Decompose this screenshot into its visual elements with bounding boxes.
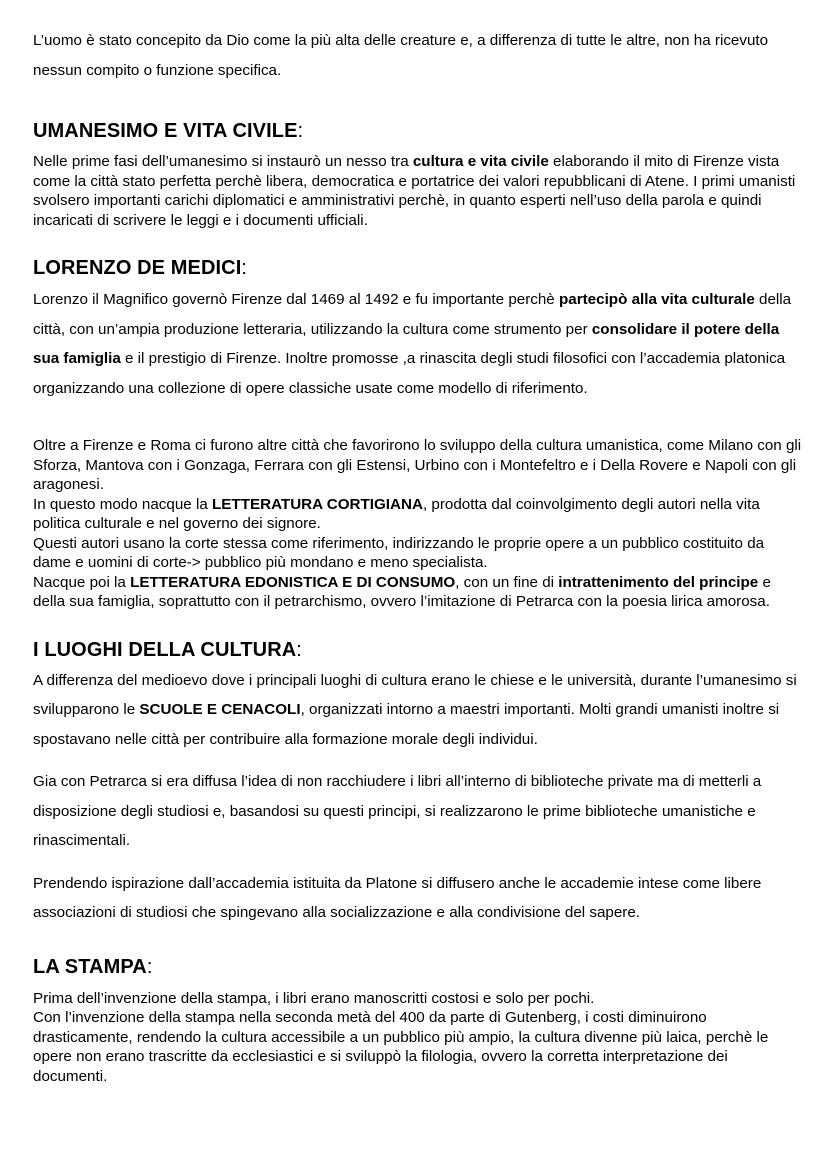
bold-run: LETTERATURA EDONISTICA E DI CONSUMO: [130, 573, 456, 591]
edonistica-paragraph: [33, 573, 803, 612]
authors-paragraph: Questi autori usano la corte stessa come riferimento, indirizzando le proprie opere a un pubblico costituito da dame e uomini di corte-> pubblico più mondano e meno specialista.: [33, 534, 765, 571]
heading-stampa: [33, 954, 803, 980]
heading-colon: :: [296, 638, 302, 661]
bold-run: LETTERATURA CORTIGIANA: [212, 495, 423, 513]
bold-run: consolidare il potere della sua famiglia: [33, 320, 780, 367]
intro-paragraph: L’uomo è stato concepito da Dio come la più alta delle creature e, a differenza di tutte le altre, non ha ricevuto nessun compito o funzione specifica.: [33, 32, 769, 79]
text-run: della città, con un’ampia produzione letteraria, utilizzando la cultura come strumento per: [33, 291, 792, 338]
text-run: Nacque poi la: [33, 573, 131, 591]
courts-block: [33, 436, 803, 612]
heading-umanesimo-text: UMANESIMO E VITA CIVILE: [33, 120, 298, 142]
text-run: Nelle prime fasi dell’umanesimo si instaurò un nesso tra: [33, 153, 413, 170]
heading-lorenzo: [33, 255, 803, 281]
heading-luoghi-text: I LUOGHI DELLA CULTURA: [33, 638, 297, 661]
text-run: , prodotta dal coinvolgimento degli autori nella vita politica culturale e nel governo dei signore.: [33, 495, 760, 532]
stampa-paragraph-1: Prima dell’invenzione della stampa, i libri erano manoscritti costosi e solo per pochi.: [33, 989, 595, 1007]
heading-lorenzo-text: LORENZO DE MEDICI: [33, 257, 242, 279]
courts-paragraph: Oltre a Firenze e Roma ci furono altre città che favorirono lo sviluppo della cultura umanistica, come Milano con gli Sforza, Mantova con i Gonzaga, Ferrara con gli Estensi, Urbino con i Montefeltro e i Della Rovere e Napoli con gli aragonesi.: [33, 437, 802, 493]
heading-colon: :: [241, 257, 248, 279]
text-run: Lorenzo il Magnifico governò Firenze dal 1469 al 1492 e fu importante perchè: [33, 291, 559, 308]
umanesimo-paragraph: [33, 152, 803, 230]
bold-run: SCUOLE E CENACOLI: [139, 701, 301, 718]
biblioteche-paragraph: Gia con Petrarca si era diffusa l’idea di non racchiudere i libri all’interno di biblioteche private ma di metterli a disposizione degli studiosi e, basandosi su questi principi, si realizzarono le prime biblioteche umanistiche e rinascimentali.: [33, 773, 762, 849]
bold-run: cultura e vita civile: [412, 153, 549, 170]
text-run: , con un fine di: [455, 573, 559, 591]
lorenzo-paragraph: [33, 285, 803, 403]
heading-stampa-text: LA STAMPA: [33, 955, 147, 978]
luoghi-paragraph: [33, 666, 803, 755]
accademie-paragraph: Prendendo ispirazione dall’accademia istituita da Platone si diffusero anche le accademie intese come libere associazioni di studiosi che spingevano alla socializzazione e alla condivisione del sapere.: [33, 874, 762, 921]
heading-umanesimo: [33, 118, 803, 144]
text-run: elaborando il mito di Firenze vista come la città stato perfetta perchè libera, democratica e portatrice dei valori repubblicani di Atene. I primi umanisti svolsero importanti carichi diplomatici e amministrativi perchè, in quanto esperti nell’uso della parola e quindi incaricati di scrivere le leggi e i documenti ufficiali.: [33, 153, 796, 229]
text-run: A differenza del medioevo dove i principali luoghi di cultura erano le chiese e le università, durante l’umanesimo si svilupparono le: [33, 671, 797, 718]
bold-run: partecipò alla vita culturale: [558, 291, 755, 308]
heading-colon: :: [146, 955, 153, 978]
stampa-paragraph-2: Con l’invenzione della stampa nella seconda metà del 400 da parte di Gutenberg, i costi diminuirono drasticamente, rendendo la cultura accessibile a un pubblico più ampio, la cultura divenne più laica, perchè le opere non erano trascritte da ecclesiastici e si sviluppò la filologia, ovvero la corretta interpretazione dei documenti.: [33, 1009, 769, 1085]
bold-run: intrattenimento del principe: [558, 573, 759, 591]
heading-colon: :: [297, 120, 304, 142]
document-page: [33, 26, 803, 1086]
text-run: e della sua famiglia, soprattutto con il petrarchismo, ovvero l’imitazione di Petrarca con la poesia lirica amorosa.: [33, 573, 771, 610]
text-run: In questo modo nacque la: [33, 495, 213, 513]
text-run: e il prestigio di Firenze. Inoltre promosse ,a rinascita degli studi filosofici con l’accademia platonica organizzando una collezione di opere classiche usate come modello di riferimento.: [33, 350, 786, 397]
cortigiana-paragraph: [33, 495, 803, 534]
heading-luoghi: [33, 637, 803, 663]
text-run: , organizzati intorno a maestri importanti. Molti grandi umanisti inoltre si spostavano nelle città per contribuire alla formazione morale degli individui.: [33, 701, 780, 748]
